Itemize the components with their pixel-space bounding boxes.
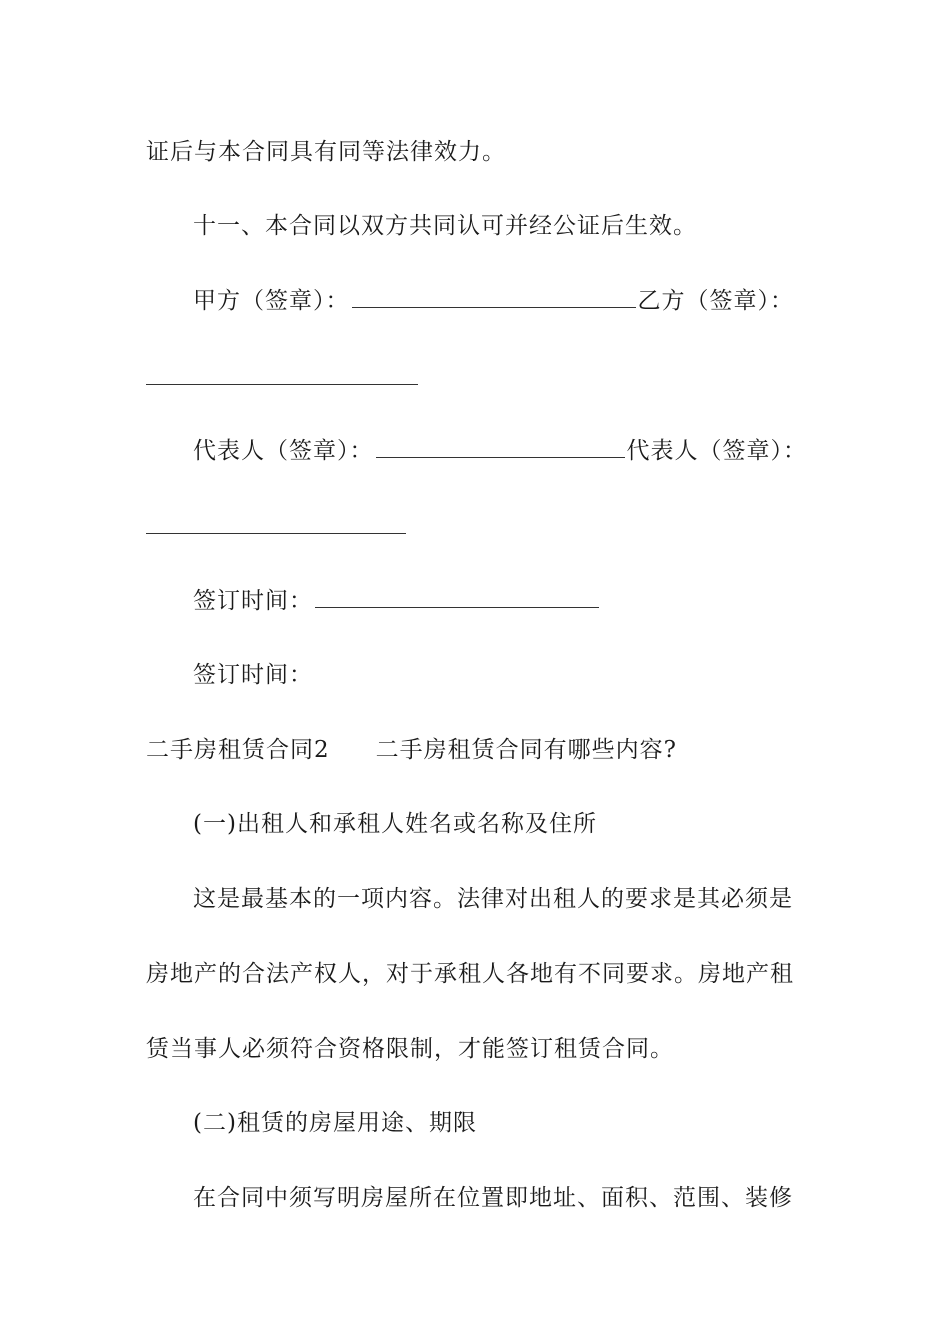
rep-b-sign-blank <box>146 533 406 534</box>
signing-date-row <box>193 586 601 616</box>
paragraph-line: 证后与本合同具有同等法律效力。 <box>146 139 506 165</box>
rep-a-sign-blank <box>376 456 625 458</box>
party-b-sign-label: 乙方（签章）： <box>637 288 794 314</box>
clause-eleven: 十一、本合同以双方共同认可并经公证后生效。 <box>193 213 697 239</box>
section-heading <box>146 735 677 765</box>
item-two-heading: (二)租赁的房屋用途、期限 <box>193 1110 477 1136</box>
rep-b-sign-label: 代表人（签章）： <box>626 438 807 464</box>
party-b-sign-blank <box>146 384 418 385</box>
party-a-sign-blank <box>352 306 636 308</box>
item-one-heading: (一)出租人和承租人姓名或名称及住所 <box>193 811 597 837</box>
heading-right: 二手房租赁合同有哪些内容? <box>375 737 677 763</box>
signing-date-label: 签订时间： <box>193 588 313 614</box>
paragraph-line: 这是最基本的一项内容。法律对出租人的要求是其必须是 <box>193 886 793 912</box>
heading-left: 二手房租赁合同2 <box>146 737 330 763</box>
rep-a-sign-label: 代表人（签章）： <box>193 438 374 464</box>
paragraph-line: 赁当事人必须符合资格限制，才能签订租赁合同。 <box>146 1036 674 1062</box>
signature-row-representatives <box>193 436 807 466</box>
paragraph-line: 房地产的合法产权人，对于承租人各地有不同要求。房地产租 <box>146 961 794 987</box>
signing-date-label-2: 签订时间： <box>193 662 313 688</box>
signature-row-parties <box>193 286 794 316</box>
paragraph-line: 在合同中须写明房屋所在位置即地址、面积、范围、装修 <box>193 1185 793 1211</box>
party-a-sign-label: 甲方（签章）： <box>193 288 350 314</box>
signing-date-blank <box>315 606 599 608</box>
